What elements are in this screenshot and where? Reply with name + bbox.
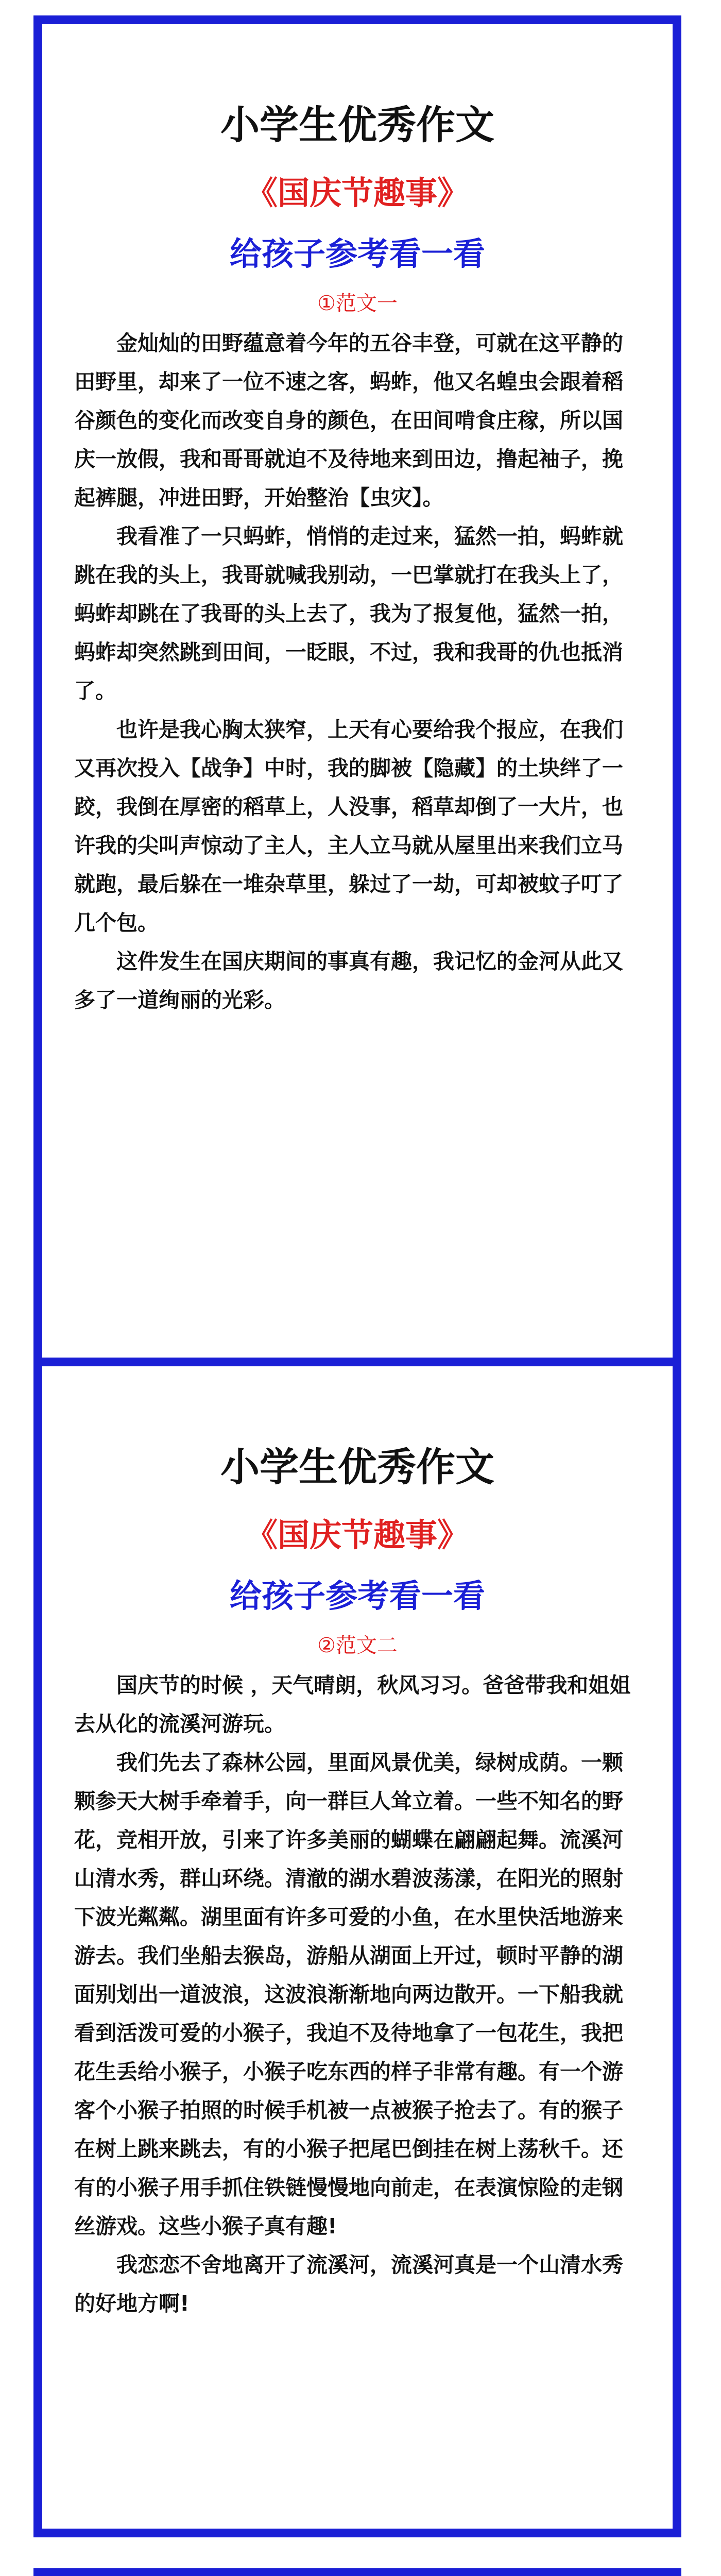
section-label: ②范文二 xyxy=(317,1634,398,1658)
card-subtitle-secondary: 给孩子参考看一看 xyxy=(229,234,485,273)
essay-paragraph: 国庆节的时候 ，天气晴朗，秋风习习。爸爸带我和姐姐去从化的流溪河游玩。 xyxy=(74,1673,631,1737)
card-subtitle: 《国庆节趣事》 xyxy=(245,174,469,212)
card-subtitle: 《国庆节趣事》 xyxy=(245,1516,469,1554)
section-label: ①范文一 xyxy=(317,292,398,316)
card-subtitle-secondary: 给孩子参考看一看 xyxy=(229,1577,485,1615)
card-title: 小学生优秀作文 xyxy=(220,102,494,148)
essay-paragraph: 金灿灿的田野蕴意着今年的五谷丰登，可就在这平静的田野里，却来了一位不速之客，蚂蚱，他又名蝗虫会跟着稻谷颜色的变化而改变自身的颜色，在田间啃食庄稼，所以国庆一放假，我和哥哥就迫不及待地来到田边，撸起袖子，挽起裤腿，冲进田野，开始整治【虫灾】。 xyxy=(74,331,623,511)
essay-paragraph: 我恋恋不舍地离开了流溪河，流溪河真是一个山清水秀的好地方啊! xyxy=(74,2252,623,2316)
essay-paragraph: 我们先去了森林公园，里面风景优美，绿树成荫。一颗颗参天大树手牵着手，向一群巨人耸立着。一些不知名的野花，竞相开放，引来了许多美丽的蝴蝶在翩翩起舞。流溪河山清水秀，群山环绕。清澈的湖水碧波荡漾，在阳光的照射下波光粼粼。湖里面有许多可爱的小鱼，在水里快活地游来游去。我们坐船去猴岛，游船从湖面上开过，顿时平静的湖面别划出一道波浪，这波浪渐渐地向两边散开。一下船我就看到活泼可爱的小猴子，我迫不及待地拿了一包花生，我把花生丢给小猴子，小猴子吃东西的样子非常有趣。有一个游客个小猴子拍照的时候手机被一点被猴子抢去了。有的猴子在树上跳来跳去，有的小猴子把尾巴倒挂在树上荡秋千。还有的小猴子用手抓住铁链慢慢地向前走，在表演惊险的走钢丝游戏。这些小猴子真有趣! xyxy=(74,1750,623,2239)
essay-card-1 xyxy=(33,15,681,1386)
essay-card-3 xyxy=(33,2568,681,2576)
essay-paragraph: 这件发生在国庆期间的事真有趣，我记忆的金河从此又多了一道绚丽的光彩。 xyxy=(74,949,623,1013)
essay-paragraph: 我看准了一只蚂蚱，悄悄的走过来，猛然一拍，蚂蚱就跳在我的头上，我哥就喊我别动，一巴掌就打在我头上了，蚂蚱却跳在了我哥的头上去了，我为了报复他，猛然一拍，蚂蚱却突然跳到田间，一眨眼，不过，我和我哥的仇也抵消了。 xyxy=(74,524,623,704)
essay-card-2 xyxy=(33,1358,681,2537)
essay-paragraph: 也许是我心胸太狭窄，上天有心要给我个报应，在我们又再次投入【战争】中时，我的脚被【隐藏】的土块绊了一跤，我倒在厚密的稻草上，人没事，稻草却倒了一大片，也许我的尖叫声惊动了主人，主人立马就从屋里出来我们立马就跑，最后躲在一堆杂草里，躲过了一劫，可却被蚊子叮了几个包。 xyxy=(74,717,623,936)
card-title: 小学生优秀作文 xyxy=(220,1444,494,1490)
